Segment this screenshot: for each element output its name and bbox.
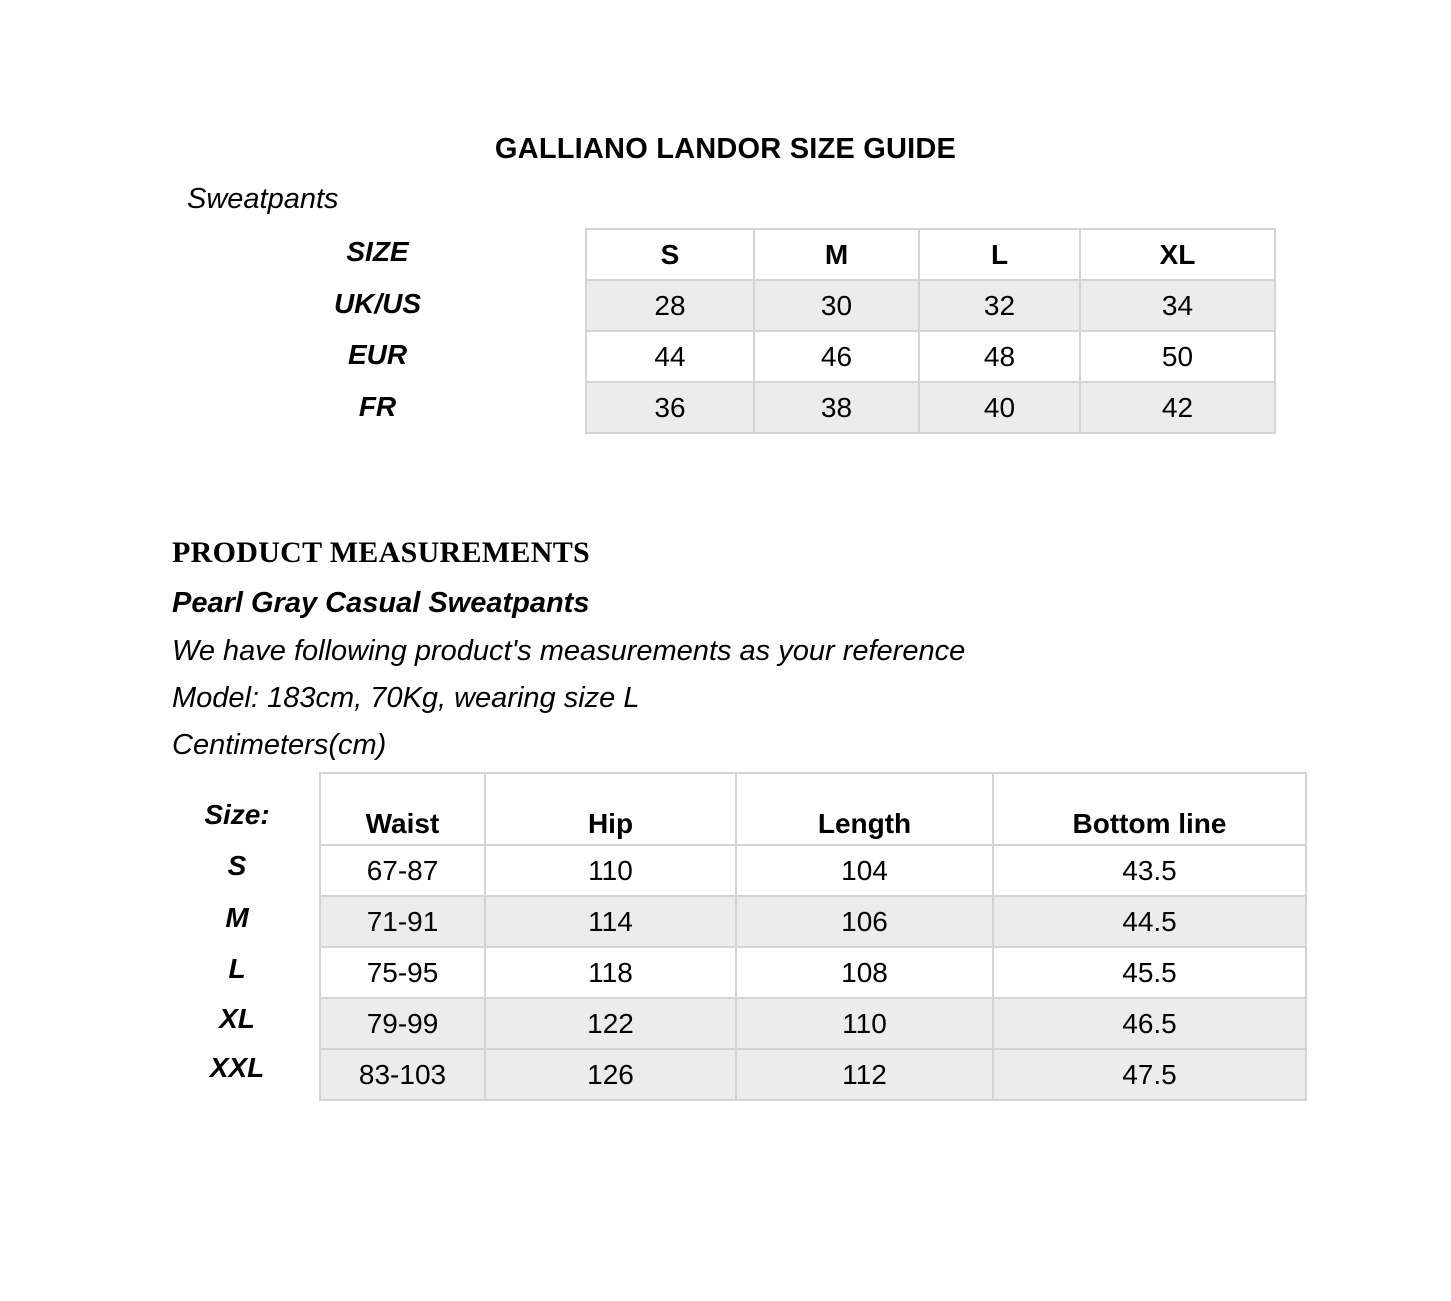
table-cell: 36 bbox=[586, 382, 754, 433]
table-row bbox=[320, 896, 1306, 947]
row-label-xl: XL bbox=[219, 1003, 255, 1034]
table-cell: 43.5 bbox=[993, 845, 1306, 896]
table-cell: 118 bbox=[485, 947, 736, 998]
header-cell: XL bbox=[1080, 229, 1275, 280]
table-cell: 114 bbox=[485, 896, 736, 947]
table-cell: 108 bbox=[736, 947, 993, 998]
table-cell: 46 bbox=[754, 331, 919, 382]
size-column-label: Size: bbox=[204, 799, 270, 830]
model-info: Model: 183cm, 70Kg, wearing size L bbox=[172, 682, 640, 714]
table-cell: 106 bbox=[736, 896, 993, 947]
row-label-eur: EUR bbox=[347, 339, 408, 370]
table-row bbox=[320, 947, 1306, 998]
table-cell: 75-95 bbox=[320, 947, 485, 998]
table-row bbox=[586, 331, 1275, 382]
row-label-l: L bbox=[228, 953, 246, 984]
table-cell: 104 bbox=[736, 845, 993, 896]
row-label-fr: FR bbox=[358, 391, 397, 422]
row-label-s: S bbox=[227, 850, 247, 881]
header-cell: Hip bbox=[485, 773, 736, 845]
reference-note: We have following product's measurements as your reference bbox=[172, 635, 966, 667]
table-cell: 48 bbox=[919, 331, 1080, 382]
measurements-heading: PRODUCT MEASUREMENTS bbox=[172, 536, 590, 569]
table-cell: 45.5 bbox=[993, 947, 1306, 998]
table-row bbox=[320, 845, 1306, 896]
table-row bbox=[586, 382, 1275, 433]
table-cell: 110 bbox=[736, 998, 993, 1049]
table-cell: 46.5 bbox=[993, 998, 1306, 1049]
table-cell: 122 bbox=[485, 998, 736, 1049]
table-cell: 42 bbox=[1080, 382, 1275, 433]
table-header-row bbox=[320, 773, 1306, 845]
row-label-m: M bbox=[225, 902, 249, 933]
table-row bbox=[586, 280, 1275, 331]
table-cell: 34 bbox=[1080, 280, 1275, 331]
table-cell: 38 bbox=[754, 382, 919, 433]
guide-subtitle: Sweatpants bbox=[187, 183, 339, 215]
table-cell: 40 bbox=[919, 382, 1080, 433]
table-cell: 71-91 bbox=[320, 896, 485, 947]
measurements-table bbox=[319, 772, 1307, 1101]
table-cell: 50 bbox=[1080, 331, 1275, 382]
row-label-ukus: UK/US bbox=[333, 288, 422, 319]
table-cell: 44.5 bbox=[993, 896, 1306, 947]
table-cell: 44 bbox=[586, 331, 754, 382]
row-label-xxl: XXL bbox=[209, 1052, 265, 1083]
row-label-size: SIZE bbox=[346, 236, 409, 267]
table-cell: 79-99 bbox=[320, 998, 485, 1049]
table-cell: 126 bbox=[485, 1049, 736, 1100]
table-cell: 112 bbox=[736, 1049, 993, 1100]
table-cell: 67-87 bbox=[320, 845, 485, 896]
unit-note: Centimeters(cm) bbox=[172, 729, 387, 761]
header-cell: Waist bbox=[320, 773, 485, 845]
table-row bbox=[320, 998, 1306, 1049]
product-name: Pearl Gray Casual Sweatpants bbox=[172, 587, 590, 619]
header-cell: Length bbox=[736, 773, 993, 845]
table-row bbox=[320, 1049, 1306, 1100]
size-conversion-table bbox=[585, 228, 1276, 434]
header-cell: Bottom line bbox=[993, 773, 1306, 845]
page-title: GALLIANO LANDOR SIZE GUIDE bbox=[494, 133, 957, 165]
table-cell: 83-103 bbox=[320, 1049, 485, 1100]
table-cell: 28 bbox=[586, 280, 754, 331]
table-cell: 32 bbox=[919, 280, 1080, 331]
header-cell: M bbox=[754, 229, 919, 280]
header-cell: L bbox=[919, 229, 1080, 280]
table-cell: 110 bbox=[485, 845, 736, 896]
header-cell: S bbox=[586, 229, 754, 280]
table-header-row bbox=[586, 229, 1275, 280]
table-cell: 47.5 bbox=[993, 1049, 1306, 1100]
table-cell: 30 bbox=[754, 280, 919, 331]
